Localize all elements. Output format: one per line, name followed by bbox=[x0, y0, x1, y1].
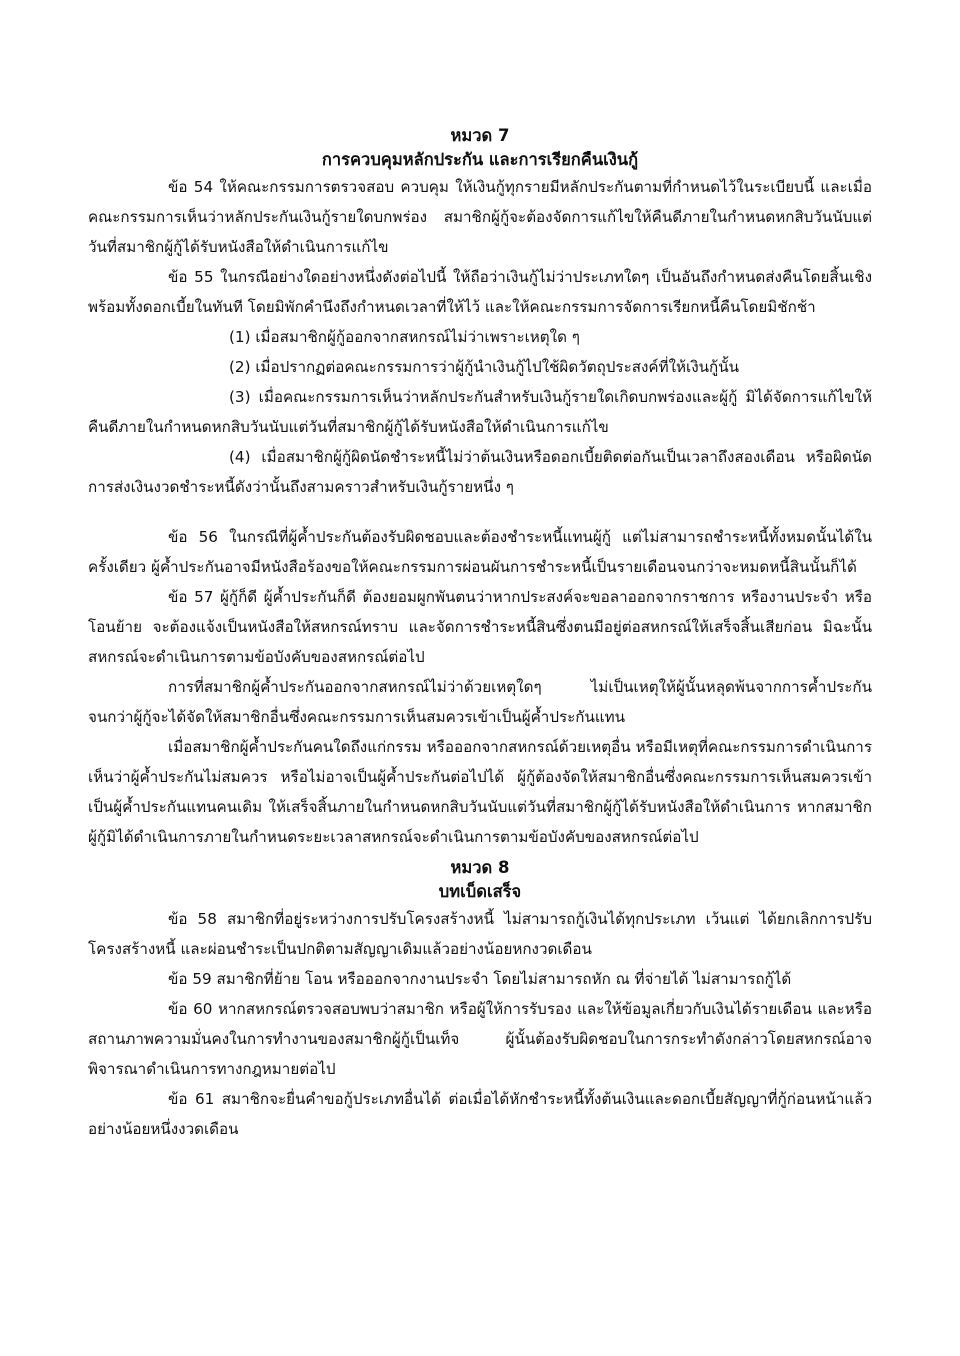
clause-61: ข้อ 61 สมาชิกจะยื่นคำขอกู้ประเภทอื่นได้ ต่อเมื่อได้หักชำระหนี้ทั้งต้นเงินและดอกเบี้ยสัญญาที่กู้ก่อนหน้าแล้วอย่างน้อยหนึ่งงวดเดือน bbox=[88, 1090, 872, 1138]
section-8-subtitle: บทเบ็ดเสร็จ bbox=[438, 882, 522, 901]
section-8-title: หมวด 8 bbox=[450, 858, 510, 877]
clause-58: ข้อ 58 สมาชิกที่อยู่ระหว่างการปรับโครงสร้างหนี้ ไม่สามารถกู้เงินได้ทุกประเภท เว้นแต่ ได้ยกเลิกการปรับโครงสร้างหนี้ และผ่อนชำระเป็นปกติตามสัญญาเดิมแล้วอย่างน้อยหกงวดเดือน bbox=[88, 910, 872, 958]
clause-55-item-2: (2) เมื่อปรากฏต่อคณะกรรมการว่าผู้กู้นำเงินกู้ไปใช้ผิดวัตถุประสงค์ที่ให้เงินกู้นั้น bbox=[229, 358, 739, 376]
clause-57-paragraph-2: การที่สมาชิกผู้ค้ำประกันออกจากสหกรณ์ไม่ว่าด้วยเหตุใดๆ ไม่เป็นเหตุให้ผู้นั้นหลุดพ้นจากการค้ำประกันจนกว่าผู้กู้จะได้จัดให้สมาชิกอื่นซึ่งคณะกรรมการเห็นสมควรเข้าเป็นผู้ค้ำประกันแทน bbox=[88, 678, 872, 726]
section-7-subtitle: การควบคุมหลักประกัน และการเรียกคืนเงินกู้ bbox=[321, 150, 639, 169]
clause-59: ข้อ 59 สมาชิกที่ย้าย โอน หรือออกจากงานประจำ โดยไม่สามารถหัก ณ ที่จ่ายได้ ไม่สามารถกู้ได้ bbox=[168, 970, 792, 988]
clause-55-item-4: (4) เมื่อสมาชิกผู้กู้ผิดนัดชำระหนี้ไม่ว่าต้นเงินหรือดอกเบี้ยติดต่อกันเป็นเวลาถึงสองเดือน หรือผิดนัดการส่งเงินงวดชำระหนี้ดังว่านั้นถึงสามคราวสำหรับเงินกู้รายหนึ่ง ๆ bbox=[88, 448, 872, 496]
clause-54: ข้อ 54 ให้คณะกรรมการตรวจสอบ ควบคุม ให้เงินกู้ทุกรายมีหลักประกันตามที่กำหนดไว้ในระเบียบนี้ และเมื่อคณะกรรมการเห็นว่าหลักประกันเงินกู้รายใดบกพร่อง สมาชิกผู้กู้จะต้องจัดการแก้ไขให้คืนดีภายในกำหนดหกสิบวันนับแต่วันที่สมาชิกผู้กู้ได้รับหนังสือให้ดำเนินการแก้ไข bbox=[88, 178, 872, 256]
paragraph-spacer bbox=[88, 502, 872, 522]
clause-57-paragraph-3: เมื่อสมาชิกผู้ค้ำประกันคนใดถึงแก่กรรม หรือออกจากสหกรณ์ด้วยเหตุอื่น หรือมีเหตุที่คณะกรรมการดำเนินการเห็นว่าผู้ค้ำประกันไม่สมควร หรือไม่อาจเป็นผู้ค้ำประกันต่อไปได้ ผู้กู้ต้องจัดให้สมาชิกอื่นซึ่งคณะกรรมการเห็นสมควรเข้าเป็นผู้ค้ำประกันแทนคนเดิม ให้เสร็จสิ้นภายในกำหนดหกสิบวันนับแต่วันที่สมาชิกผู้กู้ได้รับหนังสือให้ดำเนินการ หากสมาชิกผู้กู้มิได้ดำเนินการภายในกำหนดระยะเวลาสหกรณ์จะดำเนินการตามข้อบังคับของสหกรณ์ต่อไป bbox=[88, 738, 872, 846]
clause-55-item-3: (3) เมื่อคณะกรรมการเห็นว่าหลักประกันสำหรับเงินกู้รายใดเกิดบกพร่องและผู้กู้ มิได้จัดการแก้ไขให้คืนดีภายในกำหนดหกสิบวันนับแต่วันที่สมาชิกผู้กู้ได้รับหนังสือให้ดำเนินการแก้ไข bbox=[88, 388, 872, 436]
clause-55: ข้อ 55 ในกรณีอย่างใดอย่างหนึ่งดังต่อไปนี้ ให้ถือว่าเงินกู้ไม่ว่าประเภทใดๆ เป็นอันถึงกำหนดส่งคืนโดยสิ้นเชิงพร้อมทั้งดอกเบี้ยในทันที โดยมิพักคำนึงถึงกำหนดเวลาที่ให้ไว้ และให้คณะกรรมการจัดการเรียกหนี้คืนโดยมิชักช้า bbox=[88, 268, 872, 316]
section-7-title: หมวด 7 bbox=[450, 126, 510, 145]
clause-57: ข้อ 57 ผู้กู้ก็ดี ผู้ค้ำประกันก็ดี ต้องยอมผูกพันตนว่าหากประสงค์จะขอลาออกจากราชการ หรืองานประจำ หรือโอนย้าย จะต้องแจ้งเป็นหนังสือให้สหกรณ์ทราบ และจัดการชำระหนี้สินซึ่งตนมีอยู่ต่อสหกรณ์ให้เสร็จสิ้นเสียก่อน มิฉะนั้นสหกรณ์จะดำเนินการตามข้อบังคับของสหกรณ์ต่อไป bbox=[88, 588, 872, 666]
clause-60: ข้อ 60 หากสหกรณ์ตรวจสอบพบว่าสมาชิก หรือผู้ให้การรับรอง และให้ข้อมูลเกี่ยวกับเงินได้รายเดือน และหรือสถานภาพความมั่นคงในการทำงานของสมาชิกผู้กู้เป็นเท็จ ผู้นั้นต้องรับผิดชอบในการกระทำดังกล่าวโดยสหกรณ์อาจพิจารณาดำเนินการทางกฎหมายต่อไป bbox=[88, 1000, 872, 1078]
clause-56: ข้อ 56 ในกรณีที่ผู้ค้ำประกันต้องรับผิดชอบและต้องชำระหนี้แทนผู้กู้ แต่ไม่สามารถชำระหนี้ทั้งหมดนั้นได้ในครั้งเดียว ผู้ค้ำประกันอาจมีหนังสือร้องขอให้คณะกรรมการผ่อนผันการชำระหนี้เป็นรายเดือนจนกว่าจะหมดหนี้สินนั้นก็ได้ bbox=[88, 528, 872, 576]
clause-55-item-1: (1) เมื่อสมาชิกผู้กู้ออกจากสหกรณ์ไม่ว่าเพราะเหตุใด ๆ bbox=[229, 328, 580, 346]
